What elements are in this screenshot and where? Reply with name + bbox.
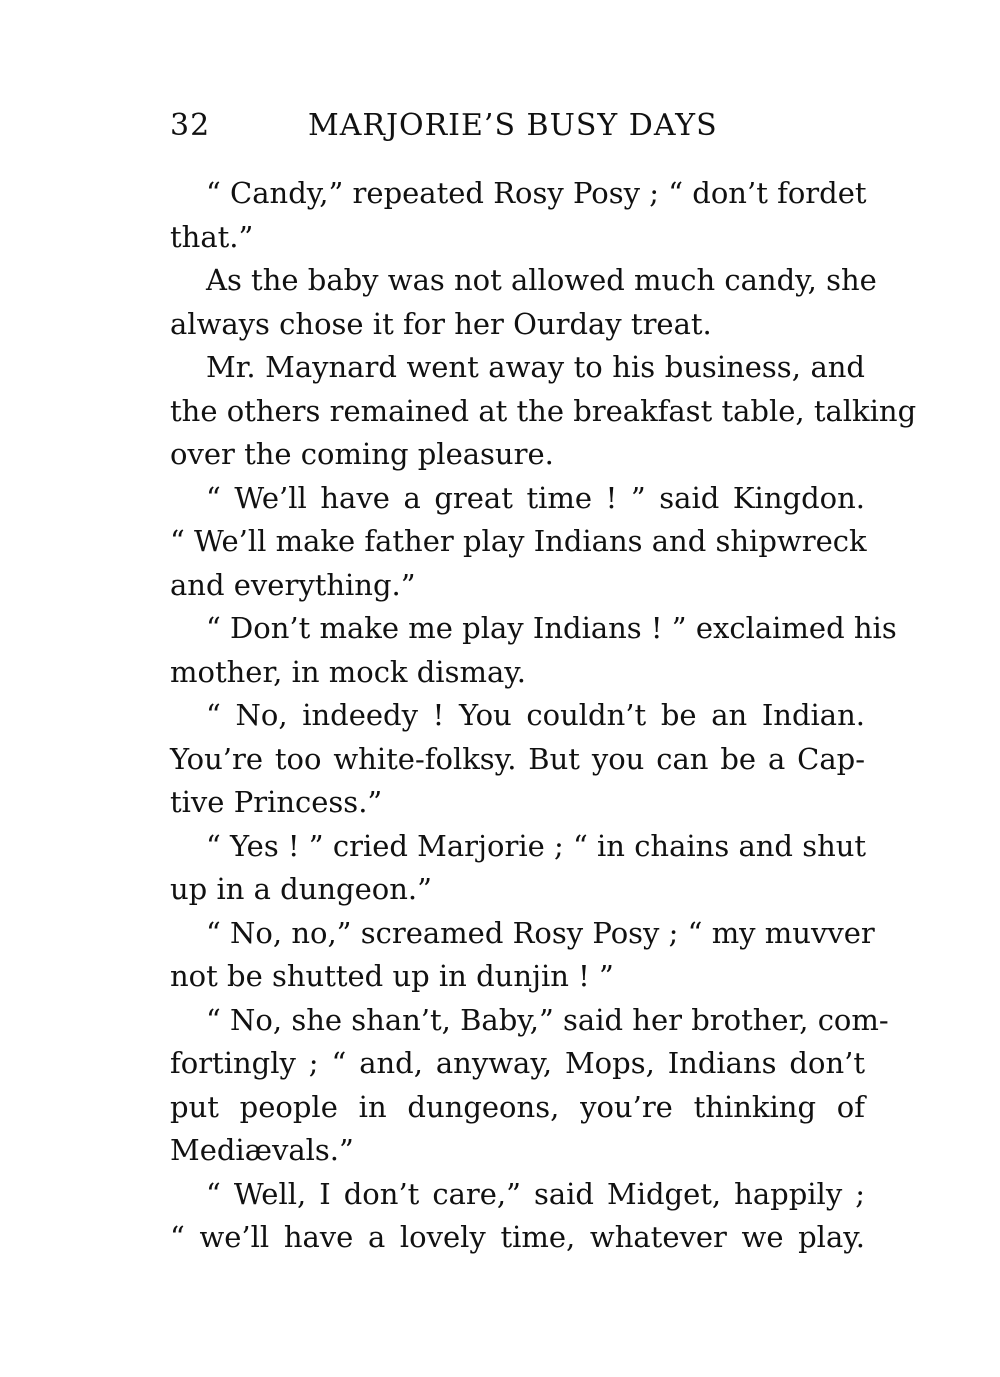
text-line: “ No, indeedy ! You couldn’t be an Indian.: [206, 698, 865, 732]
text-line: that.”: [170, 219, 254, 254]
text-line: “ No, she shan’t, Baby,” said her brother, com-: [206, 1002, 889, 1037]
body-text: [170, 172, 917, 1260]
page-number: 32: [170, 108, 211, 143]
text-line: “ Don’t make me play Indians ! ” exclaimed his: [206, 611, 897, 645]
book-title: MARJORIE’S BUSY DAYS: [308, 108, 718, 143]
text-line: the others remained at the breakfast table, talking: [170, 393, 917, 428]
text-line: Mr. Maynard went away to his business, and: [206, 350, 865, 384]
text-line: and everything.”: [170, 567, 416, 602]
text-line: “ Yes ! ” cried Marjorie ; “ in chains and shut: [206, 828, 867, 863]
text-line: “ we’ll have a lovely time, whatever we play.: [170, 1220, 865, 1254]
text-line: up in a dungeon.”: [170, 872, 432, 906]
running-head: [170, 108, 870, 152]
text-line: fortingly ; “ and, anyway, Mops, Indians don’t: [170, 1046, 865, 1080]
text-line: As the baby was not allowed much candy, she: [206, 263, 877, 297]
text-line: mother, in mock dismay.: [170, 654, 526, 689]
text-line: over the coming pleasure.: [170, 437, 554, 471]
text-line: tive Princess.”: [170, 785, 383, 819]
text-line: not be shutted up in dunjin ! ”: [170, 959, 614, 993]
text-line: Mediævals.”: [170, 1133, 354, 1167]
text-line: “ We’ll have a great time ! ” said Kingdon.: [206, 480, 865, 515]
text-line: “ No, no,” screamed Rosy Posy ; “ my muvver: [206, 915, 875, 950]
text-line: “ We’ll make father play Indians and shipwreck: [170, 524, 867, 558]
text-line: You’re too white-folksy. But you can be a Cap-: [170, 741, 865, 776]
text-line: “ Candy,” repeated Rosy Posy ; “ don’t fordet: [206, 176, 867, 210]
text-line: put people in dungeons, you’re thinking of: [170, 1089, 865, 1124]
text-line: “ Well, I don’t care,” said Midget, happily ;: [206, 1176, 865, 1211]
text-line: always chose it for her Ourday treat.: [170, 306, 712, 341]
